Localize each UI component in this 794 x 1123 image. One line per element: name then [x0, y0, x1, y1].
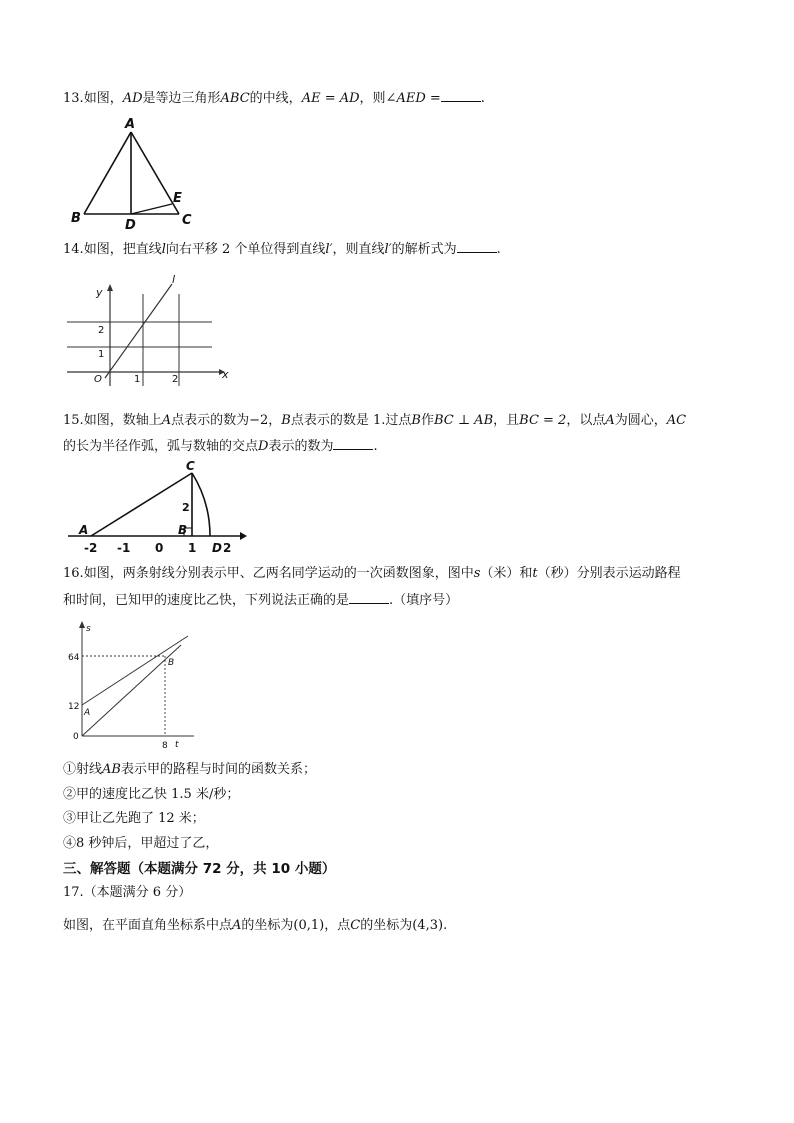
q17-text-part: 的坐标为: [241, 918, 294, 933]
option-text: ②甲的速度比乙快 1.5 米/秒；: [63, 787, 240, 802]
tick-x-1: 1: [134, 374, 141, 385]
q17-header: 17.（本题满分 6 分）: [63, 885, 192, 900]
q16-graph-figure: [64, 618, 204, 753]
q15-text-part: 如图，数轴上: [83, 413, 162, 428]
q13-var-abc: ABC: [220, 91, 250, 106]
q14-coordinate-figure: [62, 274, 232, 394]
q13-text: [63, 89, 485, 108]
q14-var-lprime: l′: [384, 242, 392, 257]
arc-cd: [192, 473, 210, 536]
s-axis-arrow: [79, 621, 85, 628]
label-bc-length: 2: [182, 501, 190, 514]
q17-coord-a: (0,1): [293, 918, 325, 933]
q15-text-part: 作: [420, 413, 434, 428]
option-text: 表示甲的路程与时间的函数关系；: [120, 762, 316, 777]
tick-0: 0: [73, 732, 79, 742]
label-b: B: [168, 658, 175, 668]
answer-blank[interactable]: [457, 240, 497, 253]
label-d: D: [125, 218, 136, 233]
q15-var-a: A: [161, 413, 172, 428]
q15-text-part: ，且: [493, 413, 520, 428]
q16-var-t: t: [532, 566, 538, 581]
option-text: ①射线: [63, 762, 103, 777]
tick-neg1: -1: [117, 541, 131, 555]
q13-period: .: [480, 91, 485, 106]
q15-bc-expr: BC = 2: [519, 413, 567, 428]
q15-text-part: 为圆心，: [614, 413, 667, 428]
label-c: C: [186, 459, 195, 473]
tick-8: 8: [162, 741, 168, 751]
q15-text-part: 点表示的数是 1.过点: [290, 413, 412, 428]
tick-2: 2: [223, 541, 232, 555]
answer-blank[interactable]: [349, 591, 389, 604]
q15-number: 15.: [63, 413, 84, 428]
q17-text-part: 的坐标为: [360, 918, 413, 933]
q15-period: .: [373, 439, 378, 454]
label-b: B: [178, 523, 188, 537]
q15-text-part: ，以点: [566, 413, 606, 428]
q15-var-b: B: [281, 413, 291, 428]
label-b: B: [71, 211, 81, 226]
q16-text-part: 如图，两条射线分别表示甲、乙两名同学运动的一次函数图象，图中: [83, 566, 474, 581]
answer-blank[interactable]: [441, 89, 481, 102]
q16-option-3: [63, 810, 205, 828]
option-var-ab: AB: [102, 762, 121, 777]
tick-x-2: 2: [172, 374, 179, 385]
tick-64: 64: [68, 653, 80, 663]
q16-var-s: s: [473, 566, 481, 581]
label-e: E: [173, 191, 182, 206]
q14-text-part: ，则直线: [332, 242, 385, 257]
tick-y-1: 1: [98, 349, 105, 360]
q17-period: .: [443, 918, 448, 933]
y-axis-arrow: [107, 284, 113, 291]
label-origin: O: [94, 374, 102, 385]
option-text: ④8 秒钟后，甲超过了乙，: [63, 836, 219, 851]
ray-origin: [82, 645, 181, 736]
q15-text-part: 的长为半径作弧，弧与数轴的交点: [63, 439, 259, 454]
q16-text-line1: [63, 565, 681, 583]
q15-var-d: D: [258, 439, 269, 454]
label-x: x: [222, 368, 229, 381]
tick-12: 12: [68, 702, 80, 712]
label-y: y: [96, 286, 103, 299]
q14-text-part: 的解析式为: [391, 242, 457, 257]
label-a: A: [84, 708, 91, 718]
label-a: A: [79, 523, 89, 537]
answer-blank[interactable]: [333, 437, 373, 450]
q17-text: [63, 917, 447, 935]
tick-neg2: -2: [84, 541, 98, 555]
q14-number: 14.: [63, 242, 84, 257]
q14-var-lprime: l′: [325, 242, 333, 257]
label-d: D: [212, 541, 222, 555]
q15-var-a: A: [605, 413, 615, 428]
q17-coord-c: (4,3): [412, 918, 444, 933]
q15-perp-expr: BC ⊥ AB: [433, 413, 494, 428]
q17-text-part: ，点: [324, 918, 351, 933]
label-t: t: [175, 740, 179, 750]
section-heading: 三、解答题（本题满分 72 分，共 10 小题）: [63, 861, 336, 877]
label-l: l: [172, 273, 176, 286]
tick-0: 0: [155, 541, 164, 555]
q13-text-part: 如图，: [83, 91, 123, 106]
segment-de: [131, 204, 172, 214]
q13-var-ad: AD: [122, 91, 143, 106]
q17-var-a: A: [232, 918, 242, 933]
q15-text-part: 表示的数为: [268, 439, 334, 454]
q15-var-ac: AC: [666, 413, 687, 428]
q13-number: 13.: [63, 91, 84, 106]
q16-option-2: [63, 786, 239, 804]
line-l: [105, 284, 172, 378]
q13-text-part: 是等边三角形: [142, 91, 221, 106]
number-line-arrow: [240, 532, 247, 540]
segment-ac: [91, 473, 192, 536]
option-text: ③甲让乙先跑了 12 米；: [63, 811, 205, 826]
q16-number: 16.: [63, 566, 84, 581]
q14-text-part: 如图，把直线: [83, 242, 162, 257]
q15-var-b: B: [411, 413, 421, 428]
q13-text-part: ，则∠: [359, 91, 397, 106]
ray-a: [82, 636, 188, 705]
q16-text-part: 和时间，已知甲的速度比乙快，下列说法正确的是: [63, 593, 350, 608]
q15-text-line1: [63, 412, 686, 430]
q16-text-part: （米）和: [480, 566, 533, 581]
side-ac: [131, 132, 179, 214]
q13-var-aed: AED: [396, 91, 426, 106]
q16-option-4: [63, 835, 218, 853]
q15-text-part: 点表示的数为−2，: [171, 413, 282, 428]
q16-text-part: （秒）分别表示运动路程: [537, 566, 681, 581]
q14-var-l: l: [161, 242, 166, 257]
q13-triangle-figure: [64, 114, 204, 234]
label-c: C: [182, 213, 192, 228]
q15-text-line2: [63, 437, 378, 456]
q14-period: .: [496, 242, 501, 257]
q14-text: [63, 240, 501, 259]
q17-text-part: 如图，在平面直角坐标系中点: [63, 918, 233, 933]
q14-text-part: 向右平移 2 个单位得到直线: [165, 242, 326, 257]
label-s: s: [86, 624, 91, 634]
tick-y-2: 2: [98, 325, 105, 336]
q13-text-part: 的中线，: [249, 91, 302, 106]
tick-1: 1: [188, 541, 197, 555]
q17-var-c: C: [350, 918, 361, 933]
q13-text-part: =: [425, 91, 441, 106]
side-ab: [84, 132, 131, 214]
q16-fill-hint: .（填序号）: [389, 593, 459, 608]
label-a: A: [125, 117, 136, 132]
q15-number-line-figure: [66, 458, 256, 558]
q16-option-1: [63, 761, 316, 779]
q13-equation: AE = AD: [301, 91, 360, 106]
q16-text-line2: [63, 591, 458, 610]
